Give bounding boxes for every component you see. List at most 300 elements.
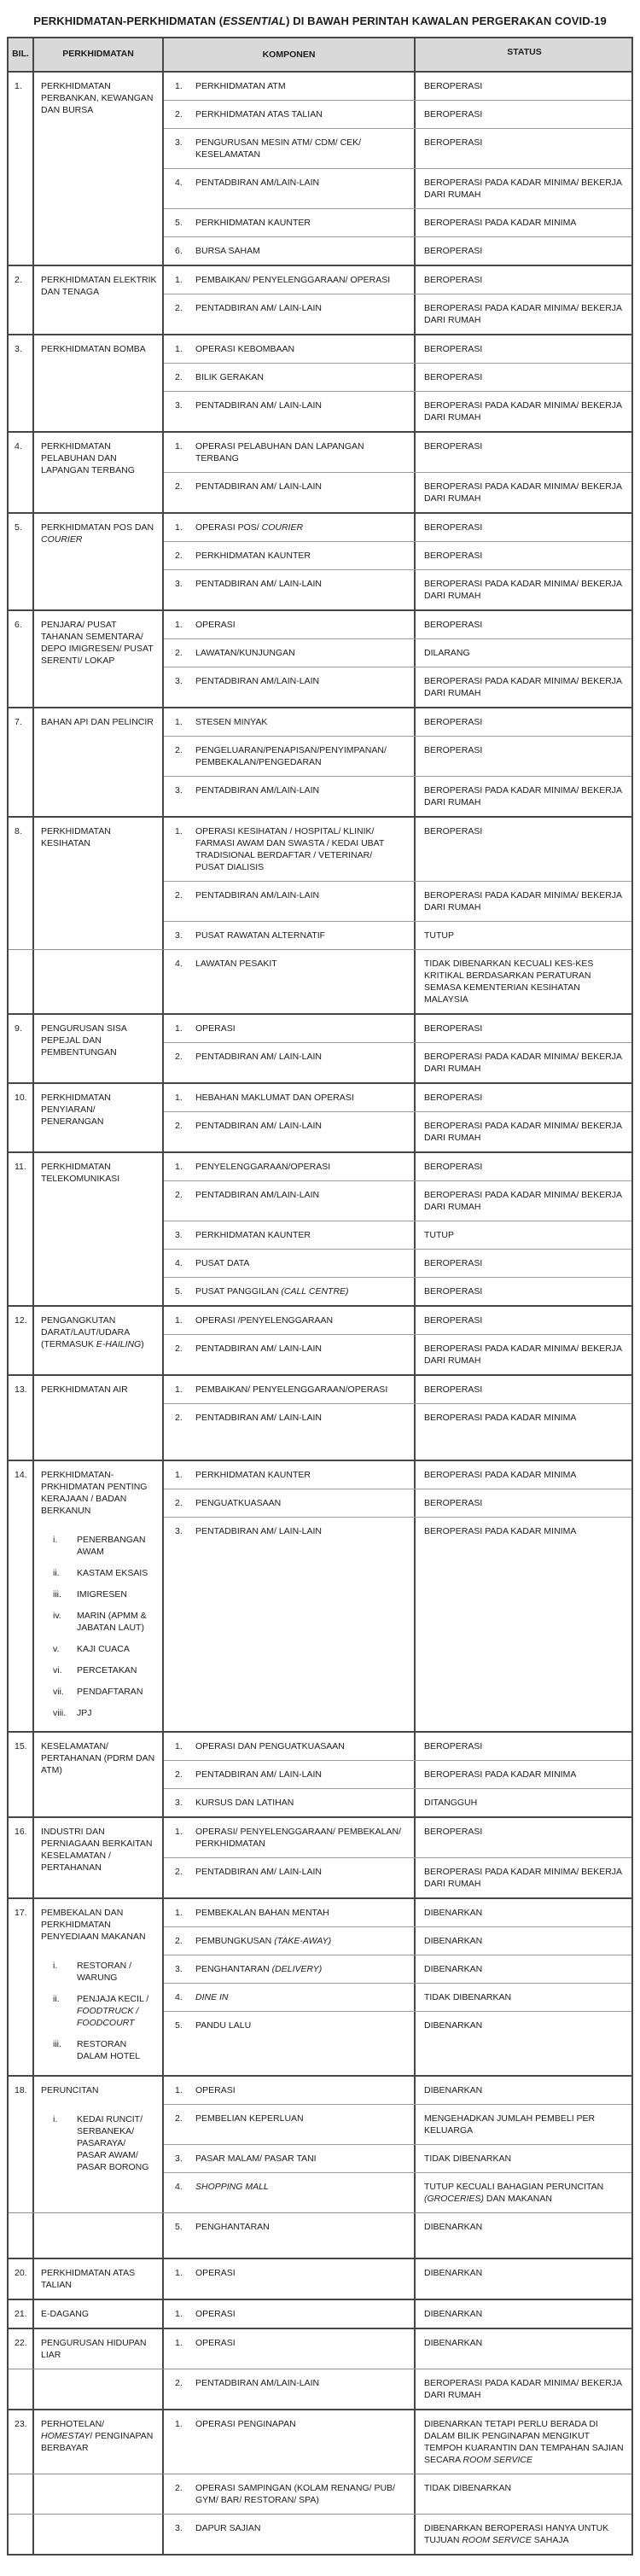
service-group [9, 1461, 631, 1733]
component-number: 3. [175, 785, 183, 796]
component-cell [164, 1789, 416, 1816]
component-text: LAWATAN PESAKIT [195, 959, 277, 969]
bil-number: 6. [15, 620, 22, 630]
group-band [9, 2514, 631, 2554]
status-text: TIDAK DIBENARKAN KECUALI KES-KES KRITIKAL BERDASARKAN PERATURAN SEMASA KEMENTERIAN KESIHATAN MALAYSIA [424, 959, 594, 1005]
component-cell [164, 73, 416, 100]
status-text: MENGEHADKAN JUMLAH PEMBELI PER KELUARGA [424, 2113, 596, 2136]
component-text: PEMBUNGKUSAN (TAKE-AWAY) [195, 1936, 332, 1946]
component-number: 2. [175, 648, 183, 658]
component-number: 2. [175, 745, 183, 755]
component-row [164, 2300, 631, 2328]
group-band [9, 1899, 631, 2075]
status-cell [416, 639, 631, 667]
component-number: 2. [175, 1867, 183, 1877]
bil-number: 14. [15, 1470, 27, 1480]
component-cell [164, 169, 416, 208]
status-text: BEROPERASI [424, 1258, 483, 1268]
sublist-text: PENJAJA KECIL / FOODTRUCK / FOODCOURT [77, 1994, 149, 2028]
status-cell [416, 1518, 631, 1731]
status-cell [416, 542, 631, 569]
sublist-text: IMIGRESEN [77, 1589, 127, 1600]
sublist-text: KEDAI RUNCIT/ SERBANEKA/ PASARAYA/ PASAR AWAM/ PASAR BORONG [77, 2114, 149, 2172]
component-cell [164, 1112, 416, 1151]
service-cell [34, 1818, 164, 1897]
component-text: OPERASI PELABUHAN DAN LAPANGAN TERBANG [195, 441, 364, 463]
sublist-text: RESTORAN / WARUNG [77, 1961, 131, 1983]
status-cell [416, 1307, 631, 1334]
table-body [9, 73, 631, 2554]
group-band [9, 2410, 631, 2474]
service-cell [34, 433, 164, 512]
component-number: 1. [175, 2419, 183, 2429]
component-text: OPERASI DAN PENGUATKUASAAN [195, 1741, 345, 1751]
component-number: 2. [175, 1121, 183, 1131]
sublist-item [41, 2038, 157, 2062]
component-number: 2. [175, 2378, 183, 2388]
sublist-numeral: vii. [53, 1687, 64, 1697]
component-cell [164, 209, 416, 236]
component-text: PENGHANTARAN (DELIVERY) [195, 1964, 323, 1974]
component-number: 2. [175, 1343, 183, 1354]
component-text: PEMBELIAN KEPERLUAN [195, 2113, 304, 2124]
status-text: DIBENARKAN [424, 2309, 483, 2319]
status-text: BEROPERASI PADA KADAR MINIMA/ BEKERJA DARI RUMAH [424, 890, 622, 912]
service-name: PENJARA/ PUSAT TAHANAN SEMENTARA/ DEPO IMIGRESEN/ PUSAT SERENTI/ LOKAP [41, 620, 154, 666]
status-cell [416, 335, 631, 363]
component-text: PENTADBIRAN AM/ LAIN-LAIN [195, 1121, 323, 1131]
sublist-item [41, 1534, 157, 1558]
component-cell [164, 882, 416, 921]
component-number: 3. [175, 2153, 183, 2164]
status-cell [416, 737, 631, 776]
component-text: OPERASI [195, 2338, 236, 2348]
service-group [9, 2259, 631, 2300]
component-row [164, 1983, 631, 2011]
status-cell [416, 2515, 631, 2554]
status-cell [416, 1461, 631, 1489]
status-text: BEROPERASI [424, 441, 483, 452]
component-cell [164, 1518, 416, 1731]
status-text: BEROPERASI PADA KADAR MINIMA [424, 1470, 577, 1480]
component-number: 1. [175, 620, 183, 630]
status-cell [416, 209, 631, 236]
service-cell [34, 266, 164, 334]
component-text: PENGURUSAN MESIN ATM/ CDM/ CEK/ KESELAMATAN [195, 137, 362, 160]
component-text: PENTADBIRAN AM/ LAIN-LAIN [195, 400, 323, 411]
bil-number: 4. [15, 441, 22, 452]
items-column [164, 708, 631, 816]
status-text: TUTUP KECUALI BAHAGIAN PERUNCITAN (GROCERIES) DAN MAKANAN [424, 2182, 604, 2204]
bil-cell [9, 2300, 34, 2328]
status-cell [416, 922, 631, 949]
component-cell [164, 2515, 416, 2554]
status-text: DIBENARKAN TETAPI PERLU BERADA DI DALAM BILIK PENGINAPAN MENGIKUT TEMPOH KUARANTIN DAN TEMPAHAN SAJIAN SECARA ROOM SERVICE [424, 2419, 624, 2465]
status-text: BEROPERASI [424, 1384, 483, 1395]
service-name: PENGANGKUTAN DARAT/LAUT/UDARA (TERMASUK E-HAILING) [41, 1315, 144, 1349]
component-row [164, 921, 631, 949]
sublist-numeral: iii. [53, 1589, 61, 1600]
status-cell [416, 433, 631, 472]
component-number: 2. [175, 303, 183, 313]
table-header [9, 38, 631, 73]
component-row [164, 2410, 631, 2474]
bil-cell [9, 1818, 34, 1897]
component-cell [164, 1818, 416, 1857]
component-cell [164, 1221, 416, 1249]
status-text: BEROPERASI [424, 372, 483, 382]
component-text: HEBAHAN MAKLUMAT DAN OPERASI [195, 1093, 354, 1103]
component-row [164, 73, 631, 100]
bil-number: 13. [15, 1384, 27, 1395]
service-name: PERKHIDMATAN TELEKOMUNIKASI [41, 1162, 120, 1184]
status-cell [416, 1404, 631, 1460]
service-name: PERKHIDMATAN PENYIARAN/ PENERANGAN [41, 1093, 111, 1127]
service-group [9, 514, 631, 611]
service-group [9, 1015, 631, 1084]
component-cell [164, 1084, 416, 1111]
sublist-text: RESTORAN DALAM HOTEL [77, 2039, 141, 2061]
component-text: PUSAT PANGGILAN (CALL CENTRE) [195, 1286, 349, 1297]
component-text: PERKHIDMATAN KAUNTER [195, 218, 311, 228]
service-group [9, 1307, 631, 1376]
status-cell [416, 237, 631, 265]
component-cell [164, 1733, 416, 1760]
items-column [164, 514, 631, 609]
component-cell [164, 237, 416, 265]
bil-number: 21. [15, 2309, 27, 2319]
component-row [164, 2474, 631, 2514]
component-number: 4. [175, 1992, 183, 2002]
component-number: 1. [175, 275, 183, 285]
service-cell [34, 1015, 164, 1082]
status-text: DIBENARKAN [424, 1936, 483, 1946]
status-text: BEROPERASI PADA KADAR MINIMA/ BEKERJA DARI RUMAH [424, 481, 622, 504]
service-group [9, 335, 631, 433]
component-row [164, 1153, 631, 1180]
component-cell [164, 1250, 416, 1277]
status-cell [416, 1984, 631, 2011]
service-cell [34, 1084, 164, 1151]
component-number: 1. [175, 1315, 183, 1326]
component-cell [164, 777, 416, 816]
service-name: PERKHIDMATAN KESIHATAN [41, 826, 111, 848]
items-column [164, 2369, 631, 2409]
component-text: OPERASI PENGINAPAN [195, 2419, 296, 2429]
bil-cell [9, 1899, 34, 2075]
service-cell [34, 708, 164, 816]
component-row [164, 472, 631, 512]
component-cell [164, 2077, 416, 2104]
component-cell [164, 1858, 416, 1897]
group-band [9, 1461, 631, 1731]
component-number: 1. [175, 1908, 183, 1918]
component-text: PUSAT RAWATAN ALTERNATIF [195, 930, 326, 941]
group-band [9, 949, 631, 1013]
status-text: TIDAK DIBENARKAN [424, 1992, 512, 2002]
status-cell [416, 2213, 631, 2258]
component-cell [164, 2474, 416, 2514]
sublist-text: KAJI CUACA [77, 1644, 130, 1654]
status-text: TIDAK DIBENARKAN [424, 2483, 512, 2493]
group-band [9, 2369, 631, 2409]
bil-cell [9, 73, 34, 265]
component-text: OPERASI /PENYELENGGARAAN [195, 1315, 334, 1326]
component-number: 2. [175, 1498, 183, 1508]
status-cell [416, 1181, 631, 1221]
component-text: PENTADBIRAN AM/ LAIN-LAIN [195, 1526, 323, 1536]
status-text: BEROPERASI PADA KADAR MINIMA/ BEKERJA DARI RUMAH [424, 579, 622, 601]
service-cell [34, 2410, 164, 2474]
component-row [164, 1517, 631, 1731]
component-row [164, 1857, 631, 1897]
component-cell [164, 1761, 416, 1788]
status-text: BEROPERASI PADA KADAR MINIMA/ BEKERJA DARI RUMAH [424, 785, 622, 807]
status-cell [416, 294, 631, 334]
items-column [164, 2259, 631, 2299]
component-cell [164, 1461, 416, 1489]
component-text: PANDU LALU [195, 2020, 252, 2031]
sublist-numeral: i. [53, 2114, 58, 2124]
status-text: BEROPERASI [424, 1093, 483, 1103]
status-text: BEROPERASI [424, 246, 483, 256]
status-text: BEROPERASI [424, 1162, 483, 1172]
component-text: PENTADBIRAN AM/LAIN-LAIN [195, 2378, 320, 2388]
service-group [9, 1733, 631, 1818]
group-band [9, 433, 631, 512]
group-band [9, 335, 631, 431]
component-row [164, 2369, 631, 2409]
status-cell [416, 364, 631, 391]
service-cell [34, 950, 164, 1013]
component-cell [164, 266, 416, 294]
component-row [164, 1955, 631, 1983]
service-cell [34, 1153, 164, 1305]
sublist-text: PENERBANGAN AWAM [77, 1535, 146, 1557]
service-group [9, 1376, 631, 1461]
group-band [9, 1376, 631, 1460]
bil-cell [9, 335, 34, 431]
status-cell [416, 1084, 631, 1111]
component-text: PENTADBIRAN AM/ LAIN-LAIN [195, 1343, 323, 1354]
sublist-item [41, 1993, 157, 2029]
status-cell [416, 129, 631, 168]
component-row [164, 1249, 631, 1277]
bil-cell [9, 1084, 34, 1151]
component-text: PENTADBIRAN AM/LAIN-LAIN [195, 178, 320, 188]
status-text: DIBENARKAN [424, 2268, 483, 2278]
status-cell [416, 1112, 631, 1151]
status-cell [416, 2105, 631, 2144]
component-row [164, 569, 631, 609]
component-number: 3. [175, 1798, 183, 1808]
service-cell [34, 73, 164, 265]
bil-cell [9, 1307, 34, 1374]
status-cell [416, 1927, 631, 1955]
component-text: OPERASI KESIHATAN / HOSPITAL/ KLINIK/ FARMASI AWAM DAN SWASTA / KEDAI UBAT TRADISIONAL BERDAFTAR / VETERINAR/ PUSAT DIALISIS [195, 826, 385, 872]
status-text: BEROPERASI PADA KADAR MINIMA [424, 1413, 577, 1423]
bil-cell [9, 818, 34, 949]
service-name: PERKHIDMATAN-PRKHIDMATAN PENTING KERAJAAN / BADAN BERKANUN [41, 1470, 148, 1516]
component-text: PENTADBIRAN AM/ LAIN-LAIN [195, 1052, 323, 1062]
component-row [164, 1818, 631, 1857]
items-column [164, 1461, 631, 1731]
service-name: PENGURUSAN SISA PEPEJAL DAN PEMBENTUNGAN [41, 1023, 127, 1058]
service-cell [34, 335, 164, 431]
component-cell [164, 1404, 416, 1460]
component-text: PENTADBIRAN AM/ LAIN-LAIN [195, 579, 323, 589]
status-text: BEROPERASI [424, 826, 483, 836]
items-column [164, 2300, 631, 2328]
items-column [164, 1376, 631, 1460]
component-row [164, 1733, 631, 1760]
service-group [9, 2300, 631, 2329]
component-row [164, 1307, 631, 1334]
status-text: BEROPERASI [424, 137, 483, 148]
bil-cell [9, 433, 34, 512]
component-row [164, 514, 631, 541]
service-cell [34, 611, 164, 707]
component-text: STESEN MINYAK [195, 717, 268, 727]
bil-cell [9, 2329, 34, 2369]
component-number: 3. [175, 1230, 183, 1240]
service-cell [34, 2259, 164, 2299]
sublist-numeral: i. [53, 1961, 58, 1971]
group-band [9, 2212, 631, 2258]
component-number: 2. [175, 1190, 183, 1200]
group-band [9, 818, 631, 949]
bil-cell [9, 2259, 34, 2299]
component-row [164, 881, 631, 921]
items-column [164, 2213, 631, 2258]
sublist-item [41, 1567, 157, 1579]
service-group [9, 2077, 631, 2259]
component-cell [164, 364, 416, 391]
component-text: PASAR MALAM/ PASAR TANI [195, 2153, 317, 2164]
service-cell [34, 1733, 164, 1816]
service-group [9, 2329, 631, 2410]
status-text: BEROPERASI PADA KADAR MINIMA [424, 218, 577, 228]
component-text: OPERASI [195, 2309, 236, 2319]
sublist-item [41, 1610, 157, 1634]
status-text: BEROPERASI [424, 620, 483, 630]
sublist-item [41, 1686, 157, 1698]
component-number: 3. [175, 137, 183, 148]
group-band [9, 1084, 631, 1151]
sublist-numeral: v. [53, 1644, 60, 1654]
group-band [9, 2259, 631, 2299]
component-number: 5. [175, 218, 183, 228]
component-number: 2. [175, 551, 183, 561]
status-cell [416, 101, 631, 128]
service-name: PERKHIDMATAN POS DAN COURIER [41, 522, 154, 545]
status-cell [416, 1153, 631, 1180]
component-cell [164, 1335, 416, 1374]
component-text: OPERASI POS/ COURIER [195, 522, 304, 533]
status-cell [416, 1818, 631, 1857]
service-cell [34, 1307, 164, 1374]
component-row [164, 266, 631, 294]
component-row [164, 1788, 631, 1816]
component-text: OPERASI SAMPINGAN (KOLAM RENANG/ PUB/ GYM/ BAR/ RESTORAN/ SPA) [195, 2483, 395, 2505]
service-group [9, 818, 631, 1015]
component-number: 5. [175, 1286, 183, 1297]
sublist-numeral: ii. [53, 1568, 60, 1578]
sublist-numeral: iii. [53, 2039, 61, 2049]
component-number: 1. [175, 1827, 183, 1837]
status-cell [416, 1250, 631, 1277]
bil-cell [9, 950, 34, 1013]
component-text: PENTADBIRAN AM/ LAIN-LAIN [195, 1769, 323, 1780]
service-cell [34, 2329, 164, 2369]
bil-cell [9, 708, 34, 816]
component-row [164, 2329, 631, 2369]
component-cell [164, 433, 416, 472]
status-cell [416, 1733, 631, 1760]
status-cell [416, 1221, 631, 1249]
items-column [164, 2077, 631, 2212]
component-cell [164, 570, 416, 609]
items-column [164, 1307, 631, 1374]
status-text: DIBENARKAN [424, 1908, 483, 1918]
component-text: PENGUATKUASAAN [195, 1498, 282, 1508]
component-number: 1. [175, 1470, 183, 1480]
component-cell [164, 818, 416, 881]
status-text: BEROPERASI PADA KADAR MINIMA/ BEKERJA DARI RUMAH [424, 178, 622, 200]
component-row [164, 667, 631, 707]
component-cell [164, 335, 416, 363]
bil-number: 11. [15, 1162, 26, 1172]
component-number: 1. [175, 826, 183, 836]
component-cell [164, 1927, 416, 1955]
service-cell [34, 514, 164, 609]
component-row [164, 433, 631, 472]
status-text: BEROPERASI PADA KADAR MINIMA/ BEKERJA DARI RUMAH [424, 303, 622, 325]
status-text: BEROPERASI PADA KADAR MINIMA/ BEKERJA DARI RUMAH [424, 676, 622, 698]
items-column [164, 1015, 631, 1082]
service-name: E-DAGANG [41, 2309, 90, 2319]
component-cell [164, 639, 416, 667]
group-band [9, 1015, 631, 1082]
status-cell [416, 2012, 631, 2075]
items-column [164, 1733, 631, 1816]
status-text: BEROPERASI PADA KADAR MINIMA/ BEKERJA DARI RUMAH [424, 400, 622, 423]
bil-number: 12. [15, 1315, 27, 1326]
component-text: PERKHIDMATAN KAUNTER [195, 1470, 311, 1480]
component-number: 4. [175, 959, 183, 969]
component-number: 2. [175, 481, 183, 492]
status-cell [416, 611, 631, 638]
component-number: 3. [175, 1526, 183, 1536]
component-cell [164, 1489, 416, 1517]
component-text: PENYELENGGARAAN/OPERASI [195, 1162, 331, 1172]
component-text: PENGELUARAN/PENAPISAN/PENYIMPANAN/ PEMBEKALAN/PENGEDARAN [195, 745, 387, 767]
component-row [164, 100, 631, 128]
bil-number: 7. [15, 717, 22, 727]
service-group [9, 266, 631, 335]
sublist-numeral: ii. [53, 1994, 60, 2004]
status-text: BEROPERASI PADA KADAR MINIMA/ BEKERJA DARI RUMAH [424, 2378, 622, 2400]
component-number: 4. [175, 178, 183, 188]
service-cell [34, 1376, 164, 1460]
component-cell [164, 1984, 416, 2011]
component-row [164, 950, 631, 1013]
component-text: PENTADBIRAN AM/LAIN-LAIN [195, 785, 320, 796]
status-text: DIBENARKAN [424, 1964, 483, 1974]
service-name: PERKHIDMATAN PELABUHAN DAN LAPANGAN TERBANG [41, 441, 135, 475]
service-name: PERKHIDMATAN PERBANKAN, KEWANGAN DAN BURSA [41, 81, 154, 115]
component-number: 1. [175, 81, 183, 91]
